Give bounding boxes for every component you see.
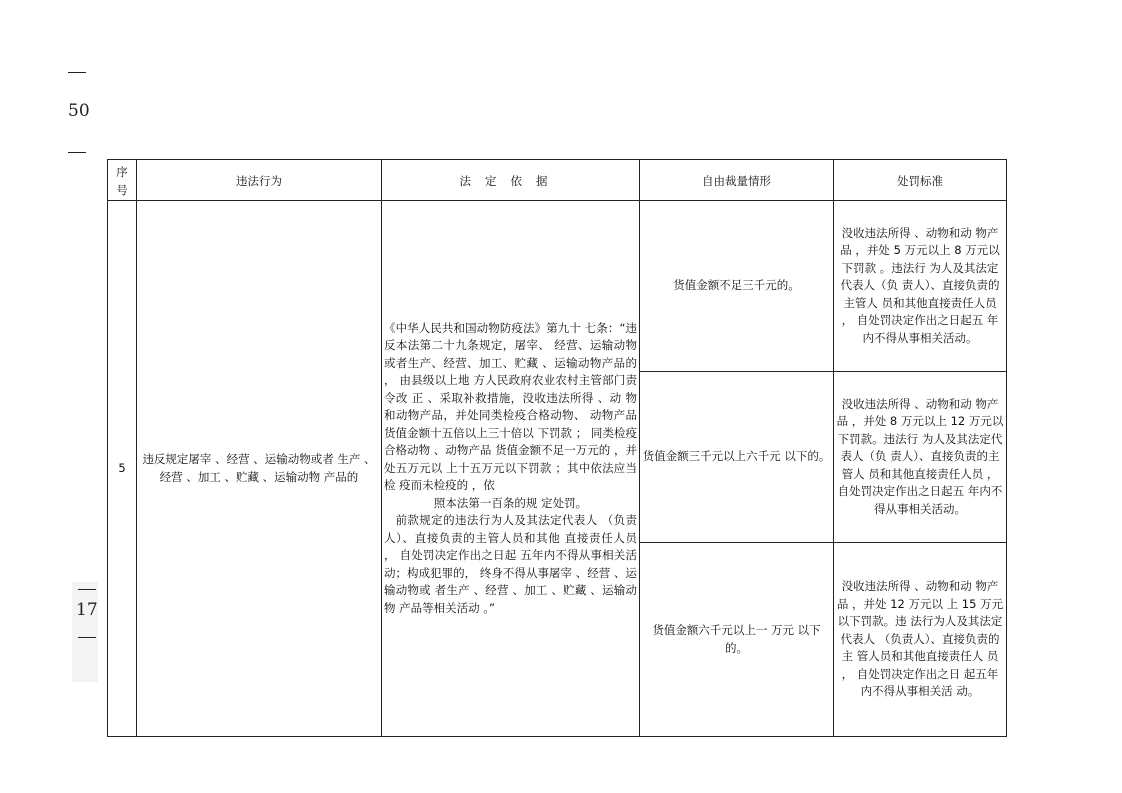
legal-basis-cell [382, 201, 640, 737]
top-dash-lower [68, 152, 86, 153]
side-dash-lower [78, 637, 96, 638]
penalty-cell-3 [834, 543, 1007, 737]
condition-text-3: 货值金额六千元以上一 万元 以下的。 [652, 623, 821, 655]
penalty-text-1: 没收违法所得 、动物和动 物产品 ，并处 5 万元以上 8 万元以下罚款 。违法行 为人及其法定代表人（负 责人）、直接负责的主管人 员和其他直接责任人员 ， 自处罚决定作出之日起五 年内不得从事相关活动。 [840, 225, 1000, 345]
legal-basis-para-1: 《中华人民共和国动物防疫法》第九十 七条：“违反本法第二十九条规定，屠宰、 经营、运输动物或者生产、经营、加工、贮藏 、运输动物产品的 ， 由县级以上地 方人民政府农业农村主管部门责令改 正 、采取补救措施，没收违法所得 、动 物和动物产品，并处同类检疫合格动物、 动物产品货值金额十五倍以上三十倍以 下罚款 ； 同类检疫合格动物 、动物产品 货值金额不足一万元的 ，并处五万元以 上十五万元以下罚款 ；其中依法应当检 疫而未检疫的 ，依 [384, 320, 637, 493]
top-dash-upper [68, 72, 86, 73]
row-index: 5 [108, 201, 137, 737]
condition-cell-1 [640, 201, 834, 372]
legal-basis-para-3: 前款规定的违法行为人及其法定代表人 （负责人）、直接负责的主管人员和其他 直接责任人员 ， 自处罚决定作出之日起 五年内不得从事相关活动；构成犯罪的， 终身不得从事屠宰 、经营 、运输动物或 者生产 、经营 、加工 、贮藏 、运输动物 产品等相关活动 。” [384, 513, 637, 615]
condition-cell-3 [640, 543, 834, 737]
header-legal-basis: 法定依据 [382, 160, 640, 201]
penalty-text-2: 没收违法所得 、动物和动 物产品 ，并处 8 万元以上 12 万元以下罚款。违法行 为人及其法定代表人（负 责人）、直接负责的主管人 员和其他直接责任人员 ， 自处罚决定作出之日起五 年内不得从事相关活动。 [836, 396, 1004, 516]
table-row [108, 201, 1007, 372]
side-page-number: 17 [76, 600, 98, 620]
penalty-cell-2 [834, 372, 1007, 543]
header-penalty: 处罚标准 [834, 160, 1007, 201]
violation-text: 违反规定屠宰 、经营 、运输动物或者 生产 、经营 、加工 、贮藏 、运输动物 产品的 [142, 452, 376, 484]
condition-cell-2 [640, 372, 834, 543]
side-margin-strip [72, 582, 98, 682]
penalty-cell-1 [834, 201, 1007, 372]
header-discretion: 自由裁量情形 [640, 160, 834, 201]
header-index: 序号 [108, 160, 137, 201]
penalty-table [107, 159, 1007, 737]
header-violation: 违法行为 [137, 160, 382, 201]
side-dash-upper [78, 589, 96, 590]
table-header-row [108, 160, 1007, 201]
violation-cell [137, 201, 382, 737]
condition-text-2: 货值金额三千元以上六千元 以下的。 [642, 449, 831, 464]
condition-text-1: 货值金额不足三千元的。 [673, 278, 800, 293]
legal-basis-para-2: 照本法第一百条的规 定处罚。 [433, 495, 588, 510]
top-page-number: 50 [68, 101, 90, 121]
penalty-text-3: 没收违法所得 、动物和动 物产品 ，并处 12 万元以 上 15 万元以下罚款。违 法行为人及其法定代表人 （负责人）、直接负责的主 管人员和其他直接责任人 员 ， 自处罚决定作出之日 起五年内不得从事相关活 动。 [836, 579, 1004, 699]
